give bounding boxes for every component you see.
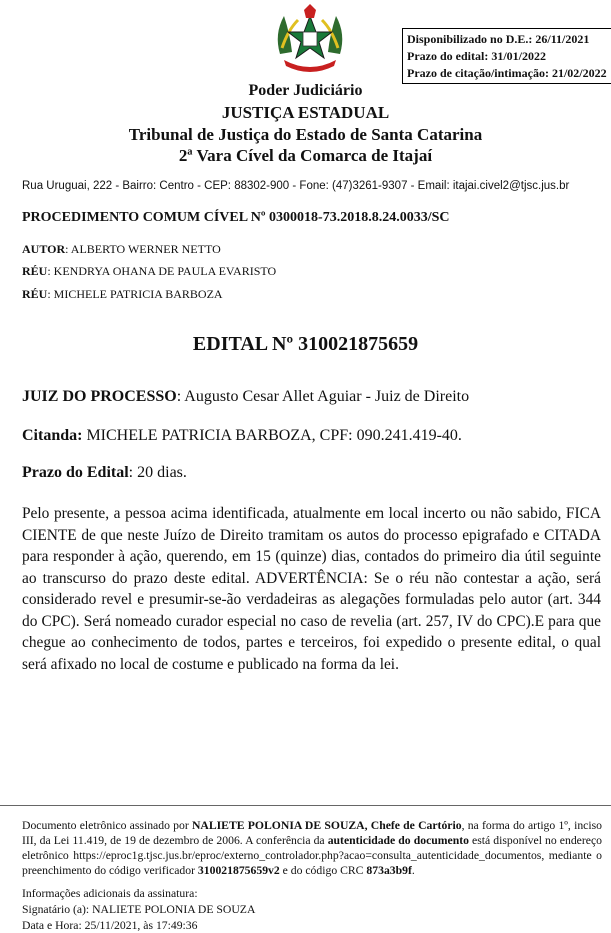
party-defendant-2: RÉU: MICHELE PATRICIA BARBOZA bbox=[22, 287, 223, 301]
notice-body: Pelo presente, a pessoa acima identificada, atualmente em local incerto ou não sabido, FICA CIENTE de que neste Juízo de Direito tramitam os autos do processo epigrafado e CITADA para responder à ação, querendo, em 15 (quinze) dias, contados do primeiro dia útil seguinte ao transcurso do prazo deste edital. ADVERTÊNCIA: Se o réu não contestar a ação, será considerado revel e presumir-se-ão verdadeiras as alegações formuladas pelo autor (art. 344 do CPC). Será nomeado curador especial no caso de revelia (art. 257, IV do CPC).E para que chegue ao conhecimento de todos, partes e terceiros, foi expedido o presente edital, o qual será afixado no local de costume e publicado na forma da lei. bbox=[22, 505, 601, 673]
header-line-1: Poder Judiciário bbox=[248, 82, 363, 99]
published-date: Disponibilizado no D.E.: 26/11/2021 bbox=[407, 32, 590, 46]
header-court-name: Tribunal de Justiça do Estado de Santa Catarina bbox=[128, 125, 483, 144]
state-coat-of-arms-icon bbox=[270, 4, 350, 80]
citation-deadline: Prazo de citação/intimação: 21/02/2022 bbox=[407, 66, 607, 80]
notice-deadline: Prazo do edital: 31/01/2022 bbox=[407, 49, 546, 63]
signatory: Signatário (a): NALIETE POLONIA DE SOUZA bbox=[22, 903, 256, 916]
court-address: Rua Uruguai, 222 - Bairro: Centro - CEP: 88302-900 - Fone: (47)3261-9307 - Email: itajai.civel2@tjsc.jus.br bbox=[22, 180, 570, 192]
signature-footer: Documento eletrônico assinado por NALIETE POLONIA DE SOUZA, Chefe de Cartório, na forma do artigo 1º, inciso III, da Lei 11.419, de 19 de dezembro de 2006. A conferência da autenticidade do documento está disponível no endereço eletrônico https://eproc1g.tjsc.jus.br/eproc/externo_controlador.php?acao=consulta_autenticidade_documentos, mediante o preenchimento do código verificador 310021875659v2 e do código CRC 873a3b9f. bbox=[22, 819, 602, 877]
procedure-number: PROCEDIMENTO COMUM CÍVEL Nº 0300018-73.2018.8.24.0033/SC bbox=[22, 210, 450, 225]
publication-info-box bbox=[402, 28, 611, 84]
citanda-line: Citanda: MICHELE PATRICIA BARBOZA, CPF: 090.241.419-40. bbox=[22, 427, 462, 444]
party-author: AUTOR: ALBERTO WERNER NETTO bbox=[22, 242, 221, 256]
header-court-branch: 2ª Vara Cível da Comarca de Itajaí bbox=[178, 146, 433, 165]
header-line-2: JUSTIÇA ESTADUAL bbox=[221, 103, 390, 122]
judge-line: JUIZ DO PROCESSO: Augusto Cesar Allet Aguiar - Juiz de Direito bbox=[22, 388, 470, 405]
party-defendant-1: RÉU: KENDRYA OHANA DE PAULA EVARISTO bbox=[22, 264, 277, 278]
signature-info-title: Informações adicionais da assinatura: bbox=[22, 887, 198, 900]
deadline-line: Prazo do Edital: 20 dias. bbox=[22, 464, 187, 481]
notice-title: EDITAL Nº 310021875659 bbox=[192, 333, 419, 355]
footer-divider bbox=[0, 805, 611, 806]
signature-datetime: Data e Hora: 25/11/2021, às 17:49:36 bbox=[22, 919, 198, 932]
